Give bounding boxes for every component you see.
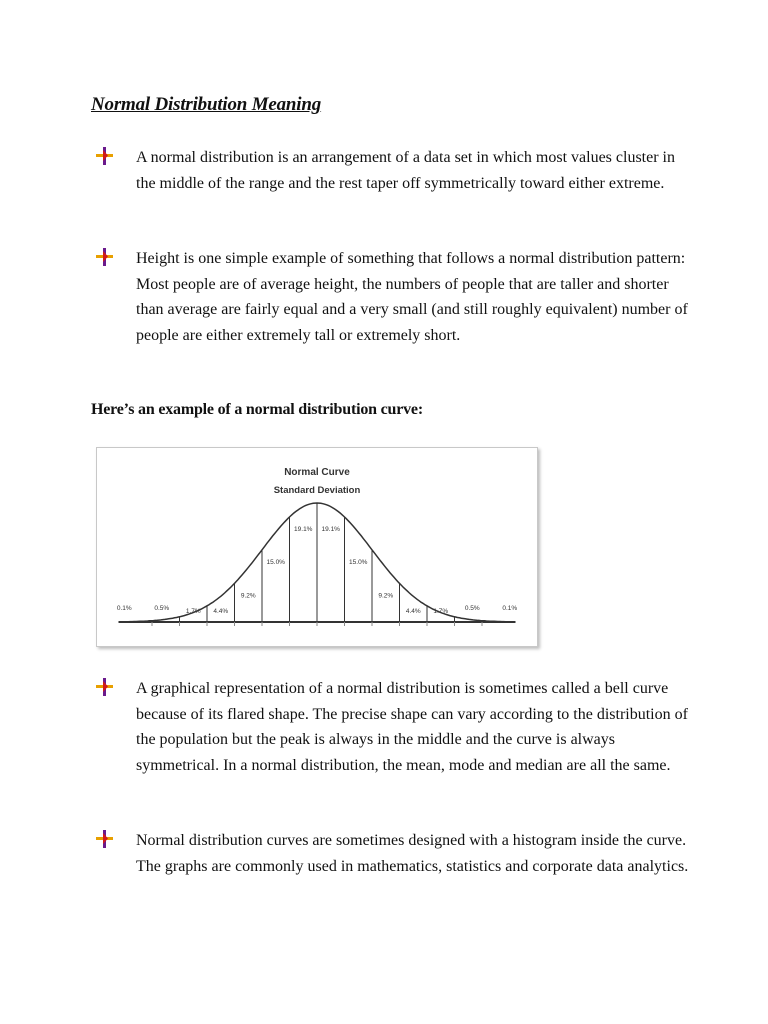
normal-curve-chart — [96, 447, 538, 647]
segment-label: 1.7% — [185, 608, 201, 615]
arrow-plus-bullet-icon — [96, 147, 114, 165]
normal-curve-svg — [97, 448, 537, 646]
paragraph-text: A normal distribution is an arrangement of a data set in which most values cluster in the middle of the range and the rest taper off symmetrically toward either extreme. — [136, 149, 675, 192]
segment-label: 4.4% — [213, 608, 229, 615]
segment-label: 1.7% — [433, 608, 449, 615]
paragraph-text: Normal distribution curves are sometimes designed with a histogram inside the curve. The graphs are commonly used in mathematics, statistics and corporate data analytics. — [136, 832, 689, 875]
segment-label: 0.5% — [464, 605, 480, 612]
chart-title: Normal Curve — [284, 467, 350, 478]
arrow-plus-bullet-icon — [96, 830, 114, 848]
segment-label: 0.1% — [502, 605, 518, 612]
segment-label: 15.0% — [266, 558, 285, 566]
example-heading: Here’s an example of a normal distribution curve: — [91, 401, 423, 418]
segment-label: 19.1% — [294, 525, 313, 533]
page-title: Normal Distribution Meaning — [91, 94, 322, 115]
segment-label: 19.1% — [321, 525, 340, 533]
segment-label: 0.5% — [154, 605, 170, 612]
segment-label: 9.2% — [240, 592, 256, 600]
arrow-plus-bullet-icon — [96, 248, 114, 266]
chart-subtitle: Standard Deviation — [273, 485, 361, 496]
paragraph-text: A graphical representation of a normal distribution is sometimes called a bell curve because of its flared shape. The precise shape can vary according to the distribution of the population but the peak is always in the middle and the curve is always symmetrical. In a normal distribution, the mean, mode and median are all the same. — [136, 680, 688, 775]
segment-label: 9.2% — [378, 592, 394, 600]
segment-label: 4.4% — [405, 608, 421, 615]
paragraph-text: Height is one simple example of something that follows a normal distribution pattern: Most people are of average height, the numbers of people that are taller and shorter than average are fairly equal and a very small (and still roughly equivalent) number of people are either extremely tall or extremely short. — [136, 250, 688, 345]
segment-label: 0.1% — [116, 605, 132, 612]
arrow-plus-bullet-icon — [96, 678, 114, 696]
segment-label: 15.0% — [349, 558, 368, 566]
